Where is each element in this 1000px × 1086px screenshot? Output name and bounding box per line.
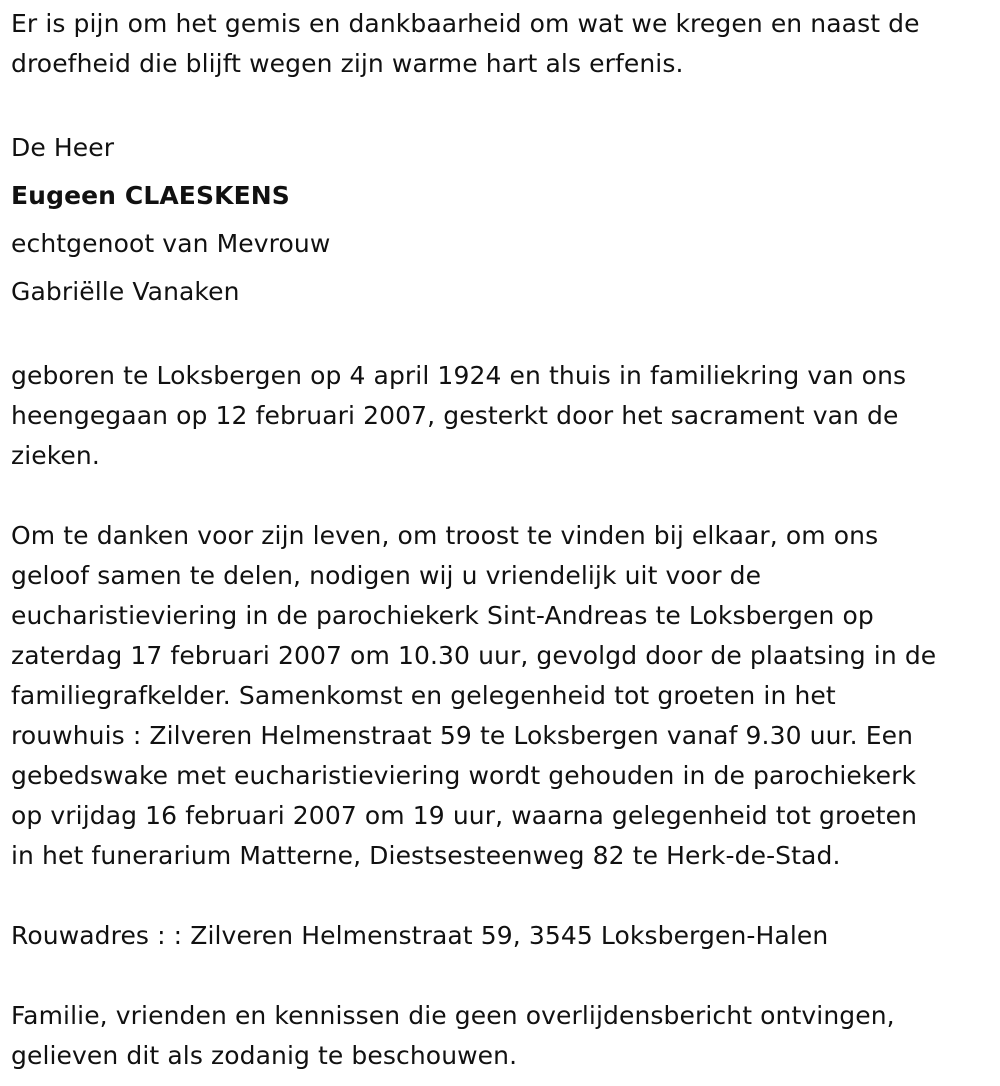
closing-line: Familie, vrienden en kennissen die geen overlijdensbericht ontvingen,: [11, 1001, 895, 1030]
paragraph-gap: [11, 476, 991, 516]
deceased-relation: echtgenoot van Mevrouw: [11, 229, 331, 258]
paragraph-gap: [11, 84, 991, 124]
ceremony-paragraph: [11, 516, 991, 876]
paragraph-gap: [11, 876, 991, 916]
deceased-name: Eugeen CLAESKENS: [11, 181, 290, 210]
ceremony-line: op vrijdag 16 februari 2007 om 19 uur, waarna gelegenheid tot groeten: [11, 801, 918, 830]
intro-paragraph: [11, 4, 991, 84]
birth-death-line: geboren te Loksbergen op 4 april 1924 en thuis in familiekring van ons: [11, 361, 907, 390]
ceremony-line: familiegrafkelder. Samenkomst en gelegenheid tot groeten in het: [11, 681, 836, 710]
birth-death-line: zieken.: [11, 441, 100, 470]
address-paragraph: [11, 916, 991, 956]
birth-death-line: heengegaan op 12 februari 2007, gesterkt door het sacrament van de: [11, 401, 899, 430]
intro-line: droefheid die blijft wegen zijn warme hart als erfenis.: [11, 49, 684, 78]
mourning-address: Rouwadres : : Zilveren Helmenstraat 59, 3545 Loksbergen-Halen: [11, 921, 829, 950]
paragraph-gap: [11, 956, 991, 996]
paragraph-gap: [11, 316, 991, 356]
ceremony-line: eucharistieviering in de parochiekerk Sint-Andreas te Loksbergen op: [11, 601, 874, 630]
obituary-document: [11, 4, 991, 1076]
ceremony-line: geloof samen te delen, nodigen wij u vriendelijk uit voor de: [11, 561, 762, 590]
closing-paragraph: [11, 996, 991, 1076]
ceremony-line: rouwhuis : Zilveren Helmenstraat 59 te Loksbergen vanaf 9.30 uur. Een: [11, 721, 914, 750]
ceremony-line: in het funerarium Matterne, Diestsesteenweg 82 te Herk-de-Stad.: [11, 841, 841, 870]
deceased-title: De Heer: [11, 133, 115, 162]
deceased-block: [11, 124, 991, 316]
ceremony-line: Om te danken voor zijn leven, om troost te vinden bij elkaar, om ons: [11, 521, 879, 550]
ceremony-line: gebedswake met eucharistieviering wordt gehouden in de parochiekerk: [11, 761, 917, 790]
birth-death-paragraph: [11, 356, 991, 476]
deceased-spouse: Gabriëlle Vanaken: [11, 277, 240, 306]
ceremony-line: zaterdag 17 februari 2007 om 10.30 uur, gevolgd door de plaatsing in de: [11, 641, 937, 670]
closing-line: gelieven dit als zodanig te beschouwen.: [11, 1041, 518, 1070]
intro-line: Er is pijn om het gemis en dankbaarheid om wat we kregen en naast de: [11, 9, 920, 38]
